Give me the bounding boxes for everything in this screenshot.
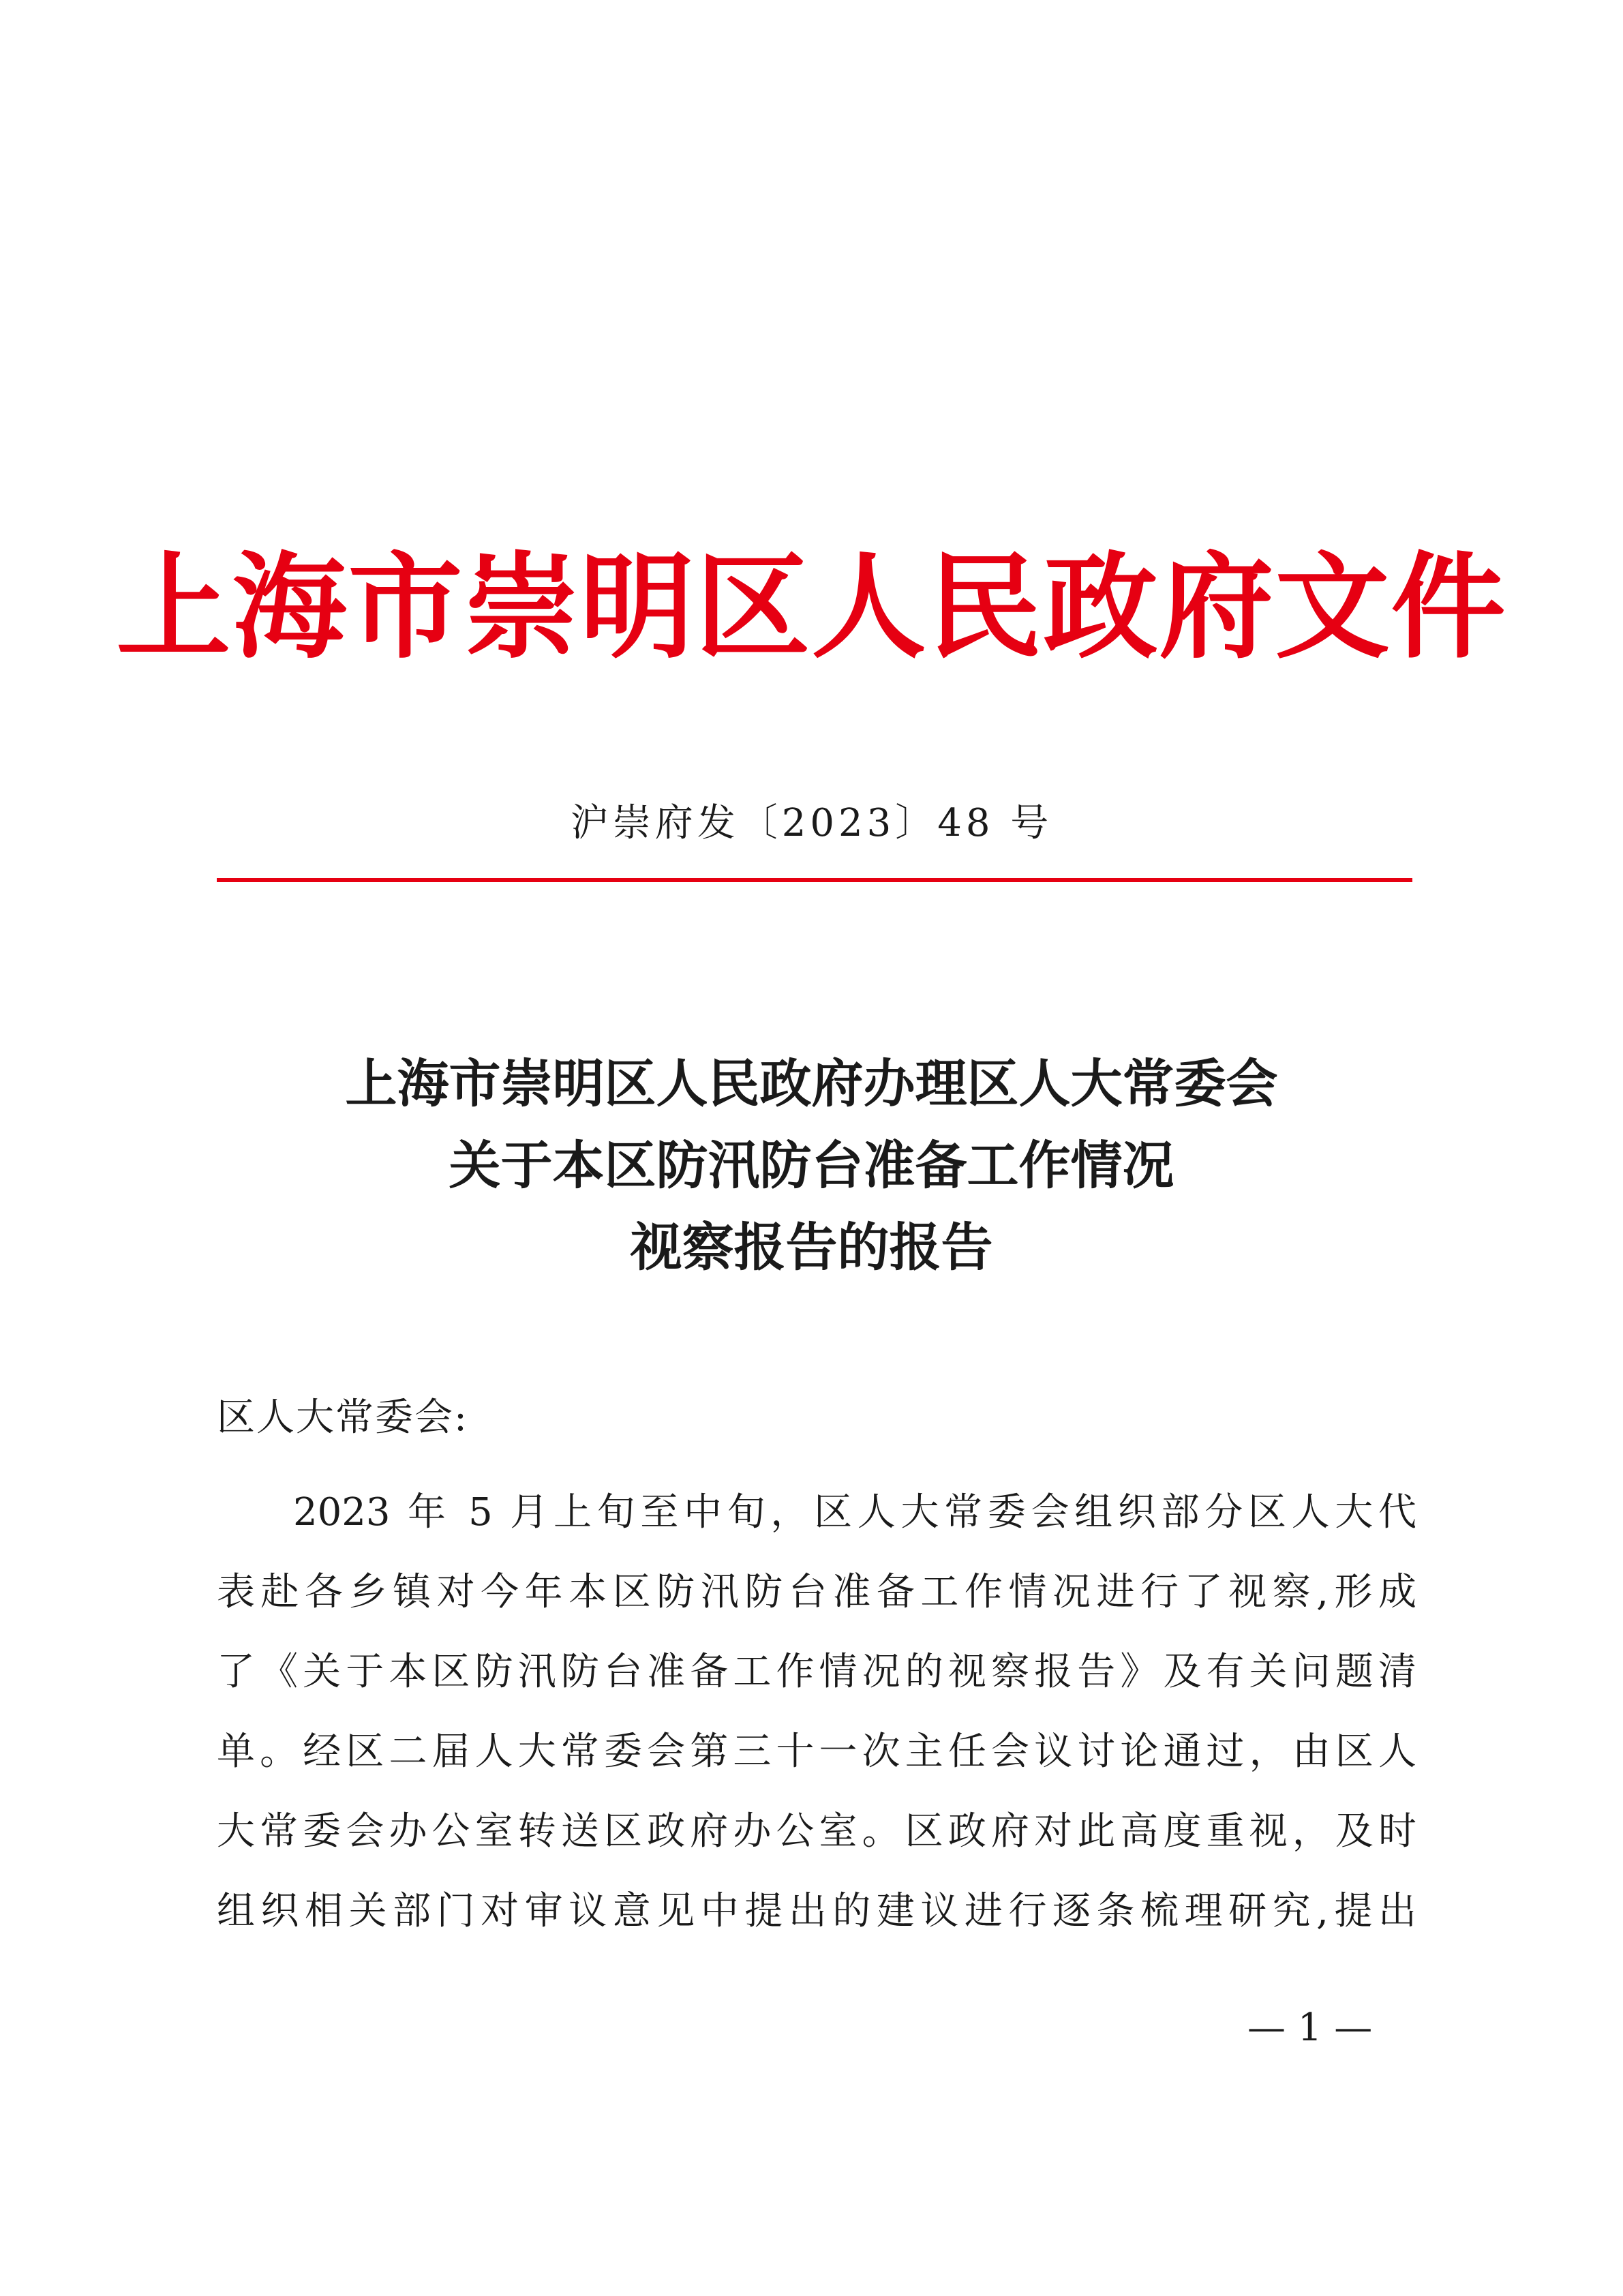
- salutation: 区人大常委会:: [217, 1395, 468, 1440]
- body-line: 大常委会办公室转送区政府办公室。区政府对此高度重视，及时: [217, 1809, 1416, 1854]
- body-line: 单。经区二届人大常委会第三十一次主任会议讨论通过，由区人: [217, 1729, 1416, 1774]
- document-title-line: 关于本区防汛防台准备工作情况: [449, 1135, 1174, 1196]
- document-header-title: 上海市崇明区人民政府文件: [116, 539, 1507, 674]
- body-line: 表赴各乡镇对今年本区防汛防台准备工作情况进行了视察,形成: [217, 1570, 1416, 1614]
- document-title-line: 上海市崇明区人民政府办理区人大常委会: [345, 1053, 1278, 1114]
- body-line: 2023 年 5 月上旬至中旬，区人大常委会组织部分区人大代: [293, 1490, 1416, 1535]
- page-number: — 1 —: [1247, 2006, 1373, 2050]
- body-line: 组织相关部门对审议意见中提出的建议进行逐条梳理研究,提出: [217, 1889, 1416, 1933]
- body-line: 了《关于本区防汛防台准备工作情况的视察报告》及有关问题清: [217, 1650, 1416, 1694]
- document-title: [0, 1043, 1623, 1288]
- document-title-line: 视察报告的报告: [630, 1217, 993, 1278]
- header-red-rule: [217, 878, 1412, 882]
- document-number: 沪崇府发〔2023〕48 号: [570, 801, 1053, 845]
- body-paragraph: [217, 1472, 1416, 1951]
